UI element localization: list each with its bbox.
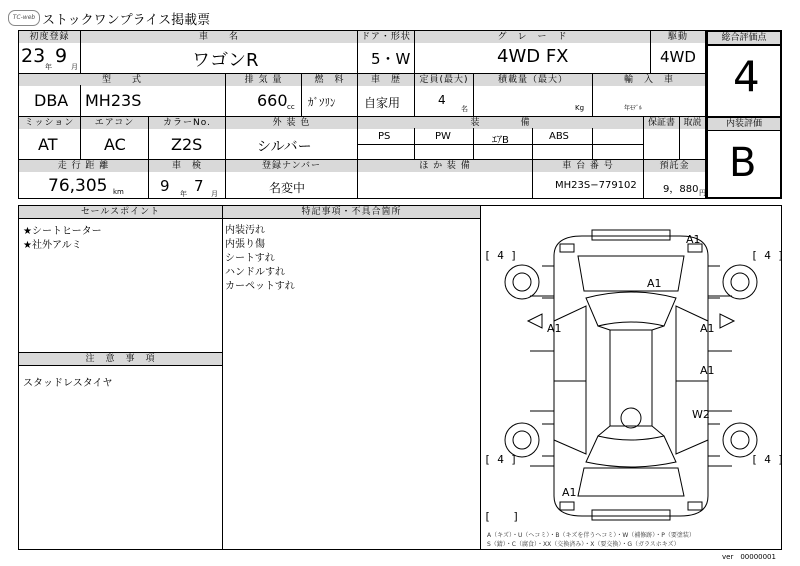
import-model-unit: 年ﾓﾃﾞﾙ xyxy=(624,105,643,112)
equipment-airbag: ｴｱB xyxy=(492,135,509,146)
note-item: シートすれ xyxy=(225,253,275,264)
history-value: 自家用 xyxy=(364,96,401,110)
sales-point-item: ★シートヒーター xyxy=(23,226,102,237)
sales-point-item: ★社外アルミ xyxy=(23,240,82,251)
deposit-unit: 円 xyxy=(699,189,706,197)
caution-item: スタッドレスタイヤ xyxy=(23,378,113,389)
vehicle-info-grid xyxy=(18,30,706,199)
label-reg-number: 登録ナンバー xyxy=(226,160,357,172)
label-mission: ミッション xyxy=(19,117,80,129)
version-label: ver 00000001 xyxy=(722,553,776,561)
tire-mark-rear-left: [ 4 ] xyxy=(484,453,518,466)
model-value: MH23S xyxy=(85,91,142,110)
label-car-name: 車 名 xyxy=(81,31,357,43)
label-import: 輸 入 車 xyxy=(593,74,705,86)
label-color-no: カラーNo. xyxy=(149,117,225,129)
overall-score: 4 xyxy=(733,52,760,101)
label-manual: 取説 xyxy=(680,117,705,129)
spare-tire-mark: [ ] xyxy=(484,510,520,523)
label-model: 型 式 xyxy=(19,74,225,86)
label-history: 車 歴 xyxy=(358,74,414,86)
label-chassis: 車 台 番 号 xyxy=(533,160,643,172)
tire-mark-front-left: [ 4 ] xyxy=(484,249,518,262)
damage-mark: A1 xyxy=(700,364,715,377)
first-reg-year-unit: 年 xyxy=(45,63,52,71)
first-reg-month-unit: 月 xyxy=(71,63,78,71)
label-deposit: 預託金 xyxy=(644,160,705,172)
inspection-year-unit: 年 xyxy=(180,190,187,198)
door-value: 5・W xyxy=(371,50,411,68)
color-no-value: Z2S xyxy=(171,135,203,154)
label-door: ドア・形状 xyxy=(358,31,414,43)
label-overall: 総合評価点 xyxy=(708,32,780,44)
load-unit: Kg xyxy=(575,104,585,112)
label-grade: グ レ ー ド xyxy=(415,31,650,43)
fuel-value: ｶﾞｿﾘﾝ xyxy=(308,96,336,109)
equipment-pw: PW xyxy=(435,131,451,142)
tire-mark-front-right: [ 4 ] xyxy=(751,249,785,262)
equipment-ps: PS xyxy=(378,131,391,142)
inspection-month: 7 xyxy=(194,177,204,195)
note-item: ハンドルすれ xyxy=(225,267,285,278)
label-caution: 注 意 事 項 xyxy=(19,353,222,365)
first-reg-year: 23 xyxy=(21,45,46,67)
label-inspection: 車 検 xyxy=(149,160,225,172)
car-name-value: ワゴンR xyxy=(192,50,259,71)
label-other-equip: ほ か 装 備 xyxy=(358,160,532,172)
damage-mark: A1 xyxy=(562,486,577,499)
company-logo: TC-web xyxy=(8,10,40,26)
inspection-month-unit: 月 xyxy=(211,190,218,198)
damage-legend-line1: A（キズ）・U（ヘコミ）・B（キズを伴うヘコミ）・W（補修跡）・P（要塗装） xyxy=(487,532,695,539)
label-mileage: 走 行 距 離 xyxy=(19,160,148,172)
label-displacement: 排 気 量 xyxy=(226,74,301,86)
label-load: 積載量（最大） xyxy=(474,74,592,86)
note-item: 内張り傷 xyxy=(225,239,265,250)
chassis-value: MH23S−779102 xyxy=(555,180,637,191)
label-first-reg: 初度登録 xyxy=(19,31,80,43)
drive-value: 4WD xyxy=(660,48,696,66)
first-reg-month: 9 xyxy=(55,45,68,67)
label-aircon: エアコン xyxy=(81,117,148,129)
damage-mark: A1 xyxy=(700,322,715,335)
label-capacity: 定員(最大) xyxy=(415,74,473,86)
displacement-value: 660 xyxy=(257,91,288,110)
aircon-value: AC xyxy=(104,135,126,154)
label-equipment: 装 備 xyxy=(358,117,643,129)
mileage-value: 76,305 xyxy=(48,176,108,196)
damage-mark: A1 xyxy=(647,277,662,290)
note-item: 内装汚れ xyxy=(225,225,265,236)
note-item: カーペットすれ xyxy=(225,281,295,292)
deposit-value: 9，880 xyxy=(663,184,699,195)
reg-number-value: 名変中 xyxy=(269,181,306,195)
label-exterior-color: 外 装 色 xyxy=(226,117,357,129)
model-prefix: DBA xyxy=(34,91,69,110)
label-drive: 駆動 xyxy=(651,31,705,43)
label-warranty: 保証書 xyxy=(644,117,679,129)
damage-mark: W2 xyxy=(692,408,710,421)
car-damage-diagram xyxy=(482,226,780,526)
form-title: ストックワンプライス掲載票 xyxy=(42,13,211,28)
capacity-value: 4 xyxy=(438,93,446,107)
grade-value: 4WD FX xyxy=(497,46,569,67)
displacement-unit: cc xyxy=(287,103,295,111)
label-notes: 特記事項・不具合箇所 xyxy=(223,206,480,218)
label-interior: 内装評価 xyxy=(708,118,780,130)
mileage-unit: km xyxy=(113,188,124,196)
exterior-color-value: シルバー xyxy=(257,139,312,155)
interior-score: B xyxy=(729,140,757,186)
damage-mark: A1 xyxy=(547,322,562,335)
tire-mark-rear-right: [ 4 ] xyxy=(751,453,785,466)
damage-legend-line2: S（錆）・C（腐食）・XX（交換済み）・X（要交換）・G（ガラスホキズ） xyxy=(487,541,680,548)
damage-mark: A1 xyxy=(686,233,701,246)
label-fuel: 燃 料 xyxy=(302,74,357,86)
mission-value: AT xyxy=(38,135,58,154)
label-sales-points: セールスポイント xyxy=(19,206,222,218)
equipment-abs: ABS xyxy=(549,131,569,142)
inspection-year: 9 xyxy=(160,177,170,195)
capacity-unit: 名 xyxy=(461,105,468,113)
